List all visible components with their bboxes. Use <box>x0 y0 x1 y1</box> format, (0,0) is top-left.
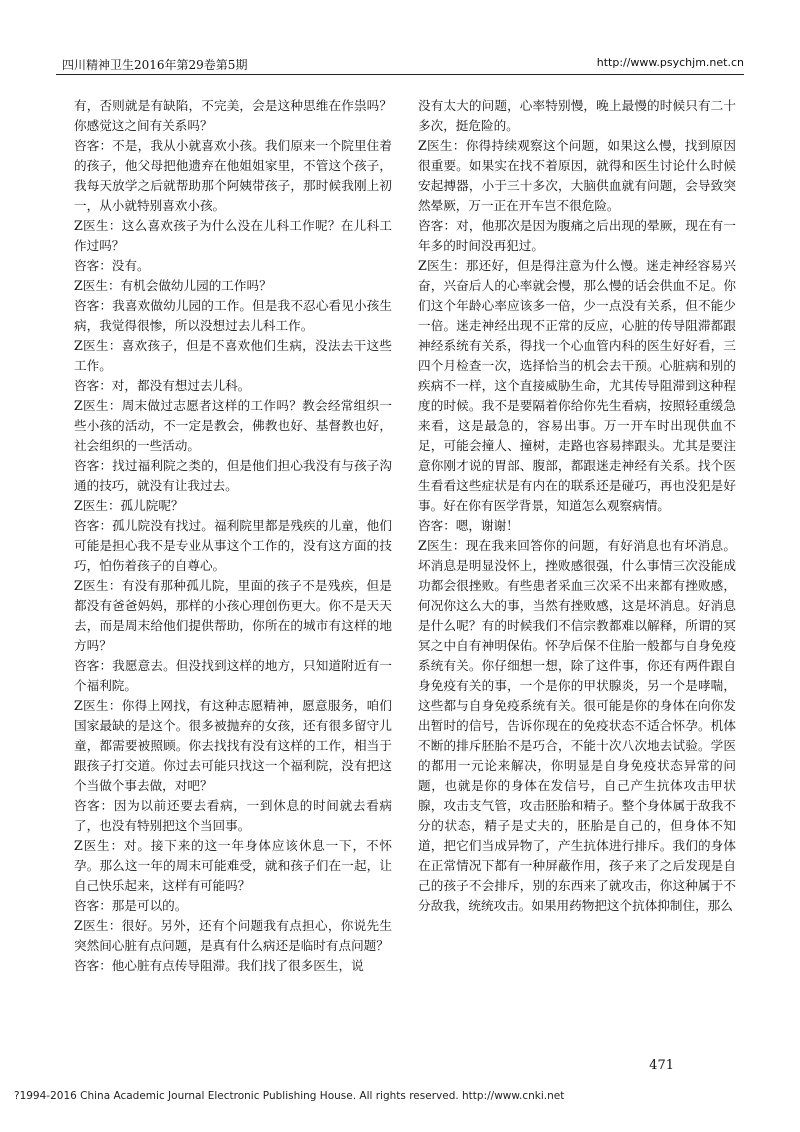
paragraph: 咨客：他心脏有点传导阻滞。我们找了很多医生，说 <box>74 958 364 973</box>
paragraph: 咨客：对，都没有想过去儿科。 <box>74 378 251 393</box>
paragraph: Z医生：喜欢孩子，但是不喜欢他们生病，没法去干这些工作。 <box>74 338 392 373</box>
paragraph: 咨客：我喜欢做幼儿园的工作。但是我不忍心看见小孩生病，我觉得很惨，所以没想过去儿科工作。 <box>74 298 392 333</box>
page-number: 471 <box>649 1058 674 1073</box>
paragraph: 有，否则就是有缺陷，不完美，会是这种思维在作祟吗？你感觉这之间有关系吗？ <box>74 98 392 133</box>
paragraph: Z医生：有机会做幼儿园的工作吗？ <box>74 278 272 293</box>
running-header <box>56 52 744 75</box>
paragraph: Z医生：孤儿院呢？ <box>74 498 184 513</box>
paragraph: 咨客：找过福利院之类的，但是他们担心我没有与孩子沟通的技巧，就没有让我过去。 <box>74 458 392 493</box>
paragraph: Z医生：你得持续观察这个问题，如果这么慢，找到原因很重要。如果实在找不着原因，就得和医生讨论什么时候安起搏器，小于三十多次，大脑供血就有问题，会导致突然晕厥，万一正在开车岂不很危险。 <box>418 138 736 213</box>
paragraph: 咨客：我愿意去。但没找到这样的地方，只知道附近有一个福利院。 <box>74 658 392 693</box>
left-column <box>74 96 392 976</box>
right-column <box>418 96 736 916</box>
paragraph: 咨客：嗯，谢谢！ <box>418 518 519 533</box>
paragraph: Z医生：有没有那种孤儿院，里面的孩子不是残疾，但是都没有爸爸妈妈，那样的小孩心理创伤更大。你不是天天去，而是周末给他们提供帮助，你所在的城市有这样的地方吗？ <box>74 578 392 653</box>
paragraph: Z医生：周末做过志愿者这样的工作吗？教会经常组织一些小孩的活动，不一定是教会，佛教也好、基督教也好，社会组织的一些活动。 <box>74 398 392 453</box>
paragraph: 咨客：因为以前还要去看病，一到休息的时间就去看病了，也没有特别把这个当回事。 <box>74 798 392 833</box>
paragraph: 咨客：不是，我从小就喜欢小孩。我们原来一个院里住着的孩子，他父母把他遗弃在他姐姐家里，不管这个孩子，我每天放学之后就帮助那个阿姨带孩子，那时候我刚上初一，从小就特别喜欢小孩。 <box>74 138 392 213</box>
paragraph: Z医生：那还好，但是得注意为什么慢。迷走神经容易兴奋，兴奋后人的心率就会慢，那么慢的话会供血不足。你们这个年龄心率应该多一倍，少一点没有关系，但不能少一倍。迷走神经出现不正常的反应，心脏的传导阻滞都跟神经系统有关系，得找一个心血管内科的医生好好看，三四个月检查一次，选择恰当的机会去干预。心脏病和别的疾病不一样，这个直接威胁生命，尤其传导阻滞到这种程度的时候。我不是要隔着你给你先生看病，按照轻重缓急来看，这是最急的，容易出事。万一开车时出现供血不足，可能会撞人、撞树，走路也容易摔跟头。尤其是要注意你刚才说的胃部、腹部，都跟迷走神经有关系。找个医生看看这些症状是有内在的联系还是碰巧，再也没犯是好事。好在你有医学背景，知道怎么观察病情。 <box>418 258 736 513</box>
paragraph: Z医生：这么喜欢孩子为什么没在儿科工作呢？在儿科工作过吗？ <box>74 218 392 253</box>
paragraph: Z医生：对。接下来的这一年身体应该休息一下，不怀孕。那么这一年的周末可能难受，就和孩子们在一起，让自己快乐起来，这样有可能吗？ <box>74 838 392 893</box>
journal-url: http://www.psychjm.net.cn <box>596 56 744 69</box>
copyright-footer: ?1994-2016 China Academic Journal Electronic Publishing House. All rights reserved. http://www.cnki.net <box>14 1090 565 1102</box>
paragraph: 咨客：没有。 <box>74 258 150 273</box>
paragraph: Z医生：很好。另外，还有个问题我有点担心，你说先生突然间心脏有点问题，是真有什么病还是临时有点问题？ <box>74 918 392 953</box>
paragraph: 咨客：那是可以的。 <box>74 898 188 913</box>
paragraph: 没有太大的问题，心率特别慢，晚上最慢的时候只有二十多次，挺危险的。 <box>418 98 736 133</box>
paragraph: 咨客：对，他那次是因为腹痛之后出现的晕厥，现在有一年多的时间没再犯过。 <box>418 218 736 253</box>
journal-title: 四川精神卫生2016年第29卷第5期 <box>62 58 248 72</box>
paragraph: Z医生：你得上网找，有这种志愿精神，愿意服务，咱们国家最缺的是这个。很多被抛弃的女孩，还有很多留守儿童，都需要被照顾。你去找找有没有这样的工作，相当于跟孩子打交道。你过去可能只找这一个福利院，没有把这个当做个事去做，对吧？ <box>74 698 392 793</box>
paragraph: Z医生：现在我来回答你的问题，有好消息也有坏消息。坏消息是明显没怀上，挫败感很强，什么事情三次没能成功都会很挫败。有些患者采血三次采不出来都有挫败感，何况你这么大的事，当然有挫败感，这是坏消息。好消息是什么呢？有的时候我们不信宗教都难以解释，所谓的冥冥之中自有神明保佑。怀孕后保不住胎一般都与自身免疫系统有关。你仔细想一想，除了这件事，你还有两件跟自身免疫有关的事，一个是你的甲状腺炎，另一个是哮喘，这些都与自身免疫系统有关。很可能是你的身体在向你发出暂时的信号，告诉你现在的免疫状态不适合怀孕。机体不断的排斥胚胎不是巧合，不能十次八次地去试验。学医的都用一元论来解决，你明显是自身免疫状态异常的问题，也就是你的身体在发信号，自己产生抗体攻击甲状腺，攻击支气管，攻击胚胎和精子。整个身体属于敌我不分的状态，精子是丈夫的，胚胎是自己的，但身体不知道，把它们当成异物了，产生抗体进行排斥。我们的身体在正常情况下都有一种屏蔽作用，孩子来了之后发现是自己的孩子不会排斥，别的东西来了就攻击，你这种属于不分敌我，统统攻击。如果用药物把这个抗体抑制住，那么 <box>418 538 736 913</box>
paragraph: 咨客：孤儿院没有找过。福利院里都是残疾的儿童，他们可能是担心我不是专业从事这个工作的，没有这方面的技巧，怕伤着孩子的自尊心。 <box>74 518 392 573</box>
